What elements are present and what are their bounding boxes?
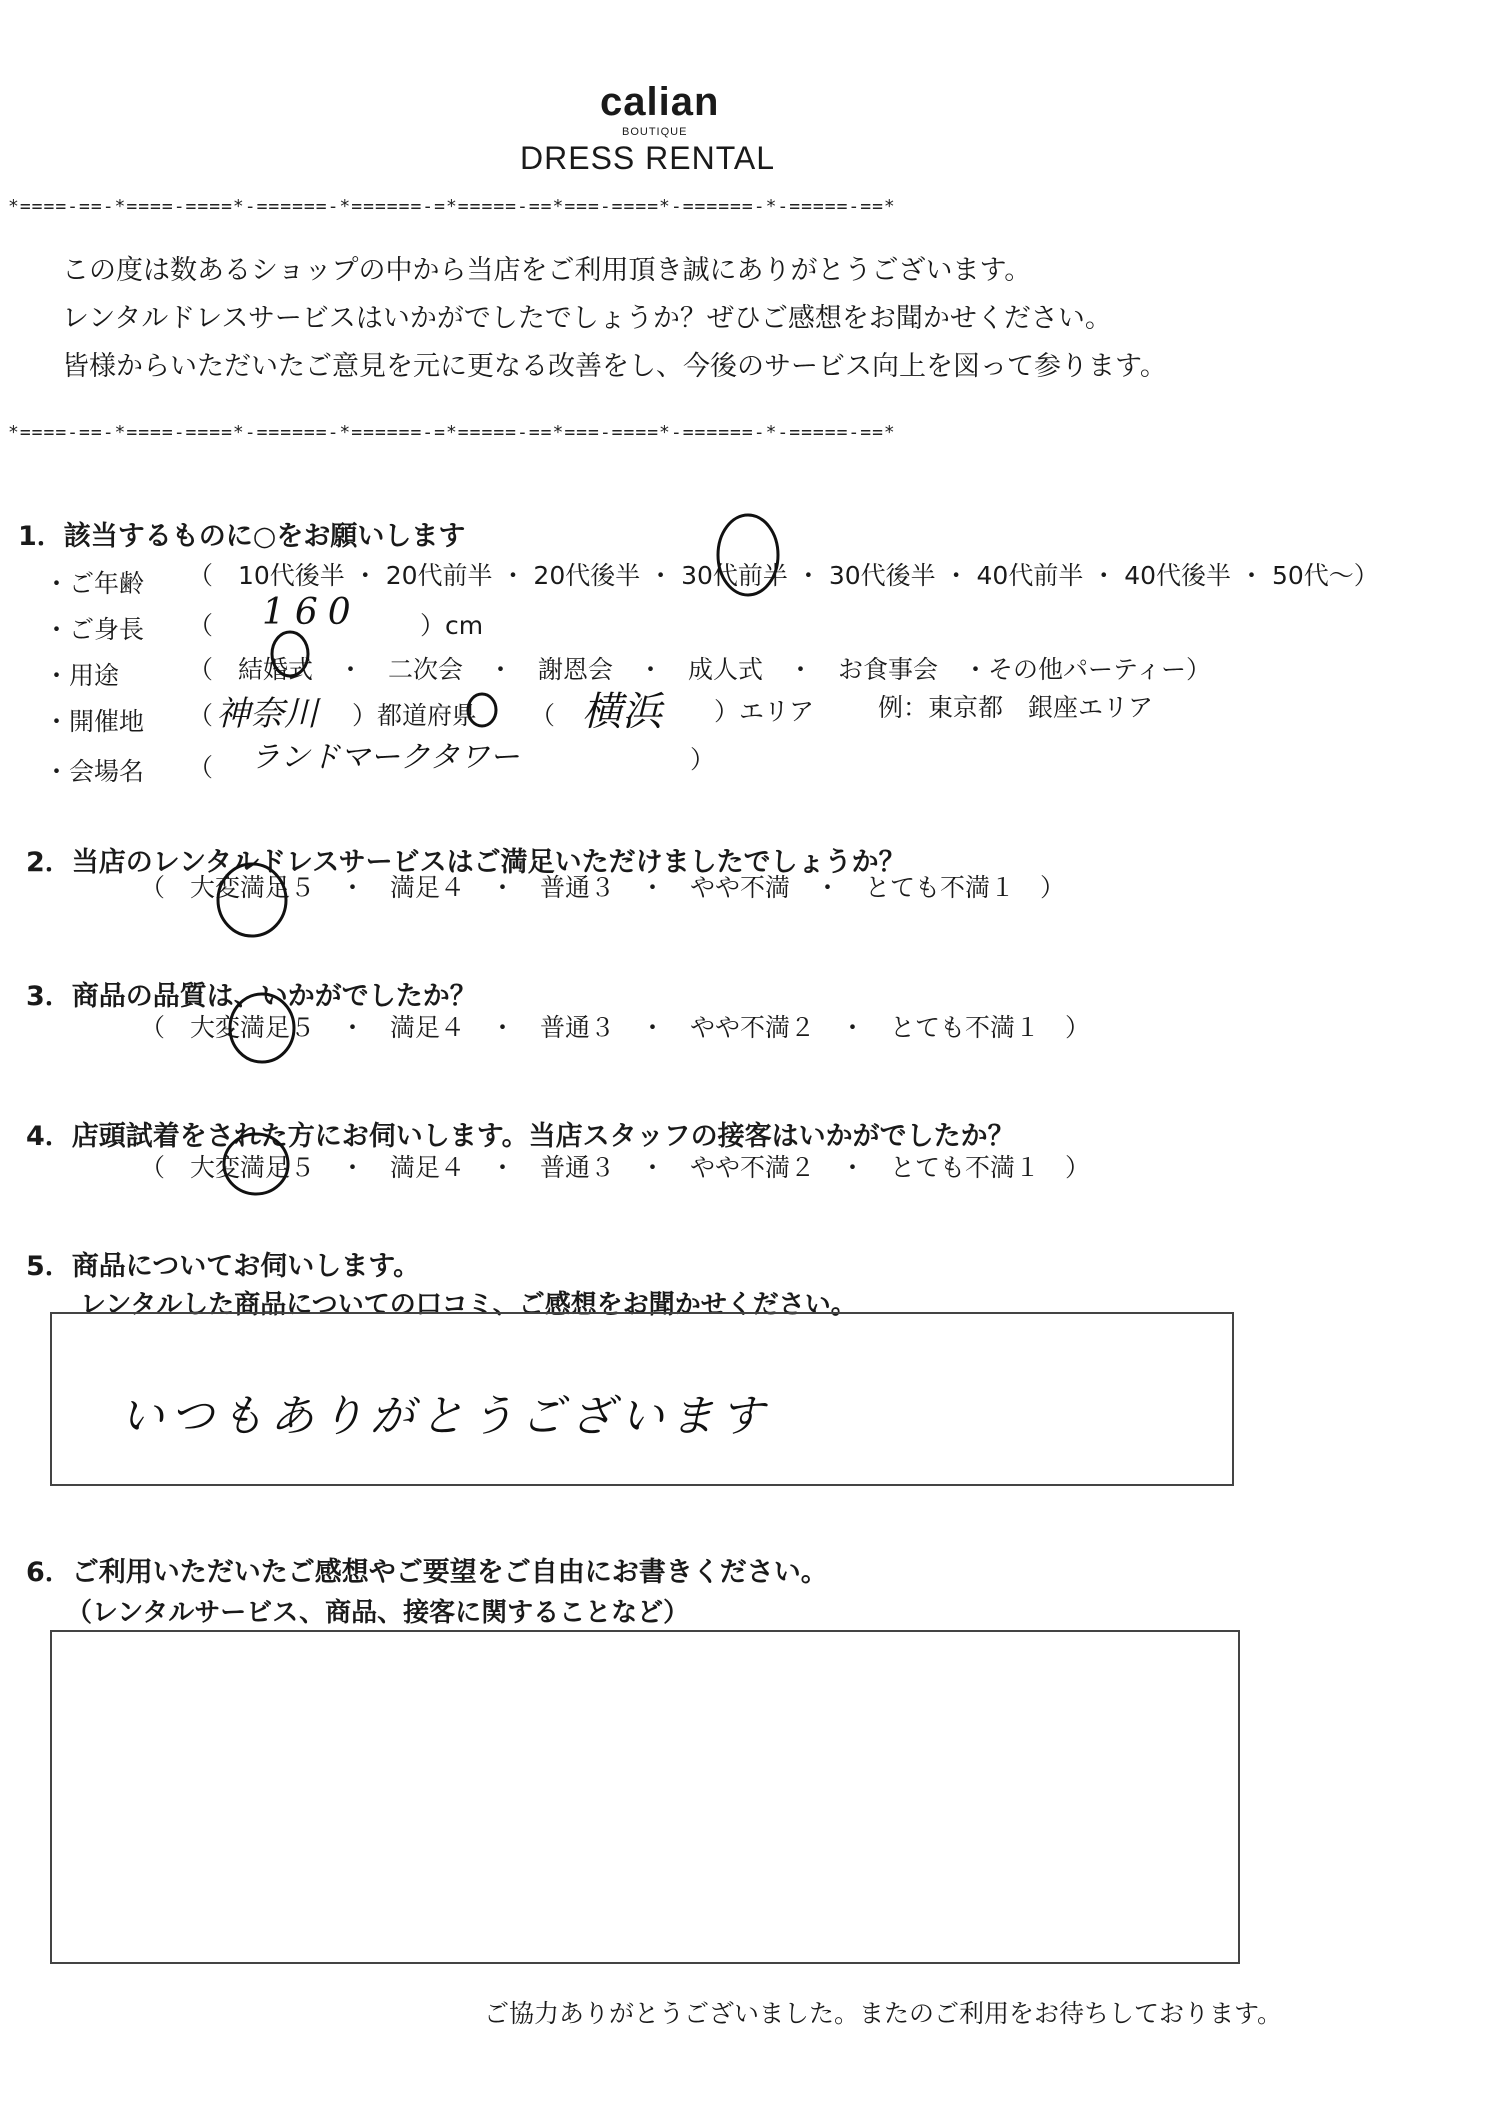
top-divider: *====-==-*====-====*-======-*======-=*=====-==*===-====*-======-*-=====-==* bbox=[8, 196, 896, 217]
venue-name-close-paren: ） bbox=[690, 745, 716, 774]
q3-selected-circle bbox=[230, 994, 294, 1062]
prefecture-selected-circle bbox=[468, 694, 496, 726]
q1-title: 1．該当するものに○をお願いします bbox=[18, 521, 466, 552]
age-selected-circle bbox=[718, 515, 778, 595]
q5-title: 5．商品についてお伺いします。 bbox=[26, 1251, 421, 1282]
purpose-label: ・用途 bbox=[44, 661, 120, 690]
venue-name-label: ・会場名 bbox=[44, 757, 145, 786]
q6-subtitle: （レンタルサービス、商品、接客に関することなど） bbox=[66, 1598, 690, 1628]
q4-title: 4．店頭試着をされた方にお伺いします。当店スタッフの接客はいかがでしたか？ bbox=[26, 1121, 1015, 1152]
middle-divider: *====-==-*====-====*-======-*======-=*=====-==*===-====*-======-*-=====-==* bbox=[8, 422, 896, 443]
q3-options[interactable]: （ 大変満足５ ・ 満足４ ・ 普通３ ・ やや不満２ ・ とても不満１ ） bbox=[140, 1013, 1091, 1042]
intro-line-2: レンタルドレスサービスはいかがでしたでしょうか？ぜひご感想をお聞かせください。 bbox=[62, 303, 1112, 334]
intro-line-1: この度は数あるショップの中から当店をご利用頂き誠にありがとうございます。 bbox=[62, 255, 1032, 286]
purpose-selected-circle bbox=[272, 632, 308, 676]
area-suffix: ）エリア bbox=[714, 697, 815, 726]
brand-title: DRESS RENTAL bbox=[520, 140, 776, 176]
venue-area-label: ・開催地 bbox=[44, 707, 145, 736]
footer-thanks: ご協力ありがとうございました。またのご利用をお待ちしております。 bbox=[484, 1999, 1283, 2028]
intro-line-3: 皆様からいただいたご意見を元に更なる改善をし、今後のサービス向上を図って参ります。 bbox=[62, 351, 1167, 382]
height-label: ・ご身長 bbox=[44, 615, 145, 644]
height-unit: ）cm bbox=[420, 611, 484, 640]
prefecture-value[interactable]: 神奈川 bbox=[216, 694, 318, 734]
q2-selected-circle bbox=[218, 864, 286, 936]
q5-subtitle: レンタルした商品についての口コミ、ご感想をお聞かせください。 bbox=[80, 1290, 857, 1320]
brand-subtitle: BOUTIQUE bbox=[622, 126, 688, 138]
venue-name-value[interactable]: ランドマークタワー bbox=[250, 740, 520, 775]
age-options[interactable]: （ 10代後半 ・ 20代前半 ・ 20代後半 ・ 30代前半 ・ 30代後半 ・ 40代前半 ・ 40代後半 ・ 50代〜） bbox=[188, 561, 1379, 590]
q5-answer-text[interactable]: いつもありがとうございます bbox=[120, 1391, 770, 1442]
q6-title: 6．ご利用いただいたご感想やご要望をご自由にお書きください。 bbox=[26, 1557, 828, 1588]
venue-example: 例：東京都 銀座エリア bbox=[878, 693, 1154, 722]
q4-options[interactable]: （ 大変満足５ ・ 満足４ ・ 普通３ ・ やや不満２ ・ とても不満１ ） bbox=[140, 1153, 1091, 1182]
venue-name-open-paren: （ bbox=[188, 753, 214, 782]
prefecture-suffix: ）都道府県 bbox=[352, 701, 478, 730]
q4-selected-circle bbox=[224, 1134, 288, 1194]
venue-area-open-paren: （ bbox=[188, 701, 214, 730]
age-label: ・ご年齢 bbox=[44, 569, 145, 598]
q3-title: 3．商品の品質は、いかがでしたか？ bbox=[26, 981, 477, 1012]
brand-logo: calian bbox=[600, 80, 720, 124]
purpose-options[interactable]: （ 結婚式 ・ 二次会 ・ 謝恩会 ・ 成人式 ・ お食事会 ・その他パーティー） bbox=[188, 655, 1212, 684]
city-value[interactable]: 横浜 bbox=[582, 689, 662, 735]
height-value[interactable]: 160 bbox=[262, 592, 361, 633]
q2-title: 2．当店のレンタルドレスサービスはご満足いただけましたでしょうか？ bbox=[26, 847, 906, 878]
city-open-paren: （ bbox=[530, 701, 556, 730]
q2-options[interactable]: （ 大変満足５ ・ 満足４ ・ 普通３ ・ やや不満 ・ とても不満１ ） bbox=[140, 873, 1066, 902]
height-open-paren: （ bbox=[188, 611, 214, 640]
